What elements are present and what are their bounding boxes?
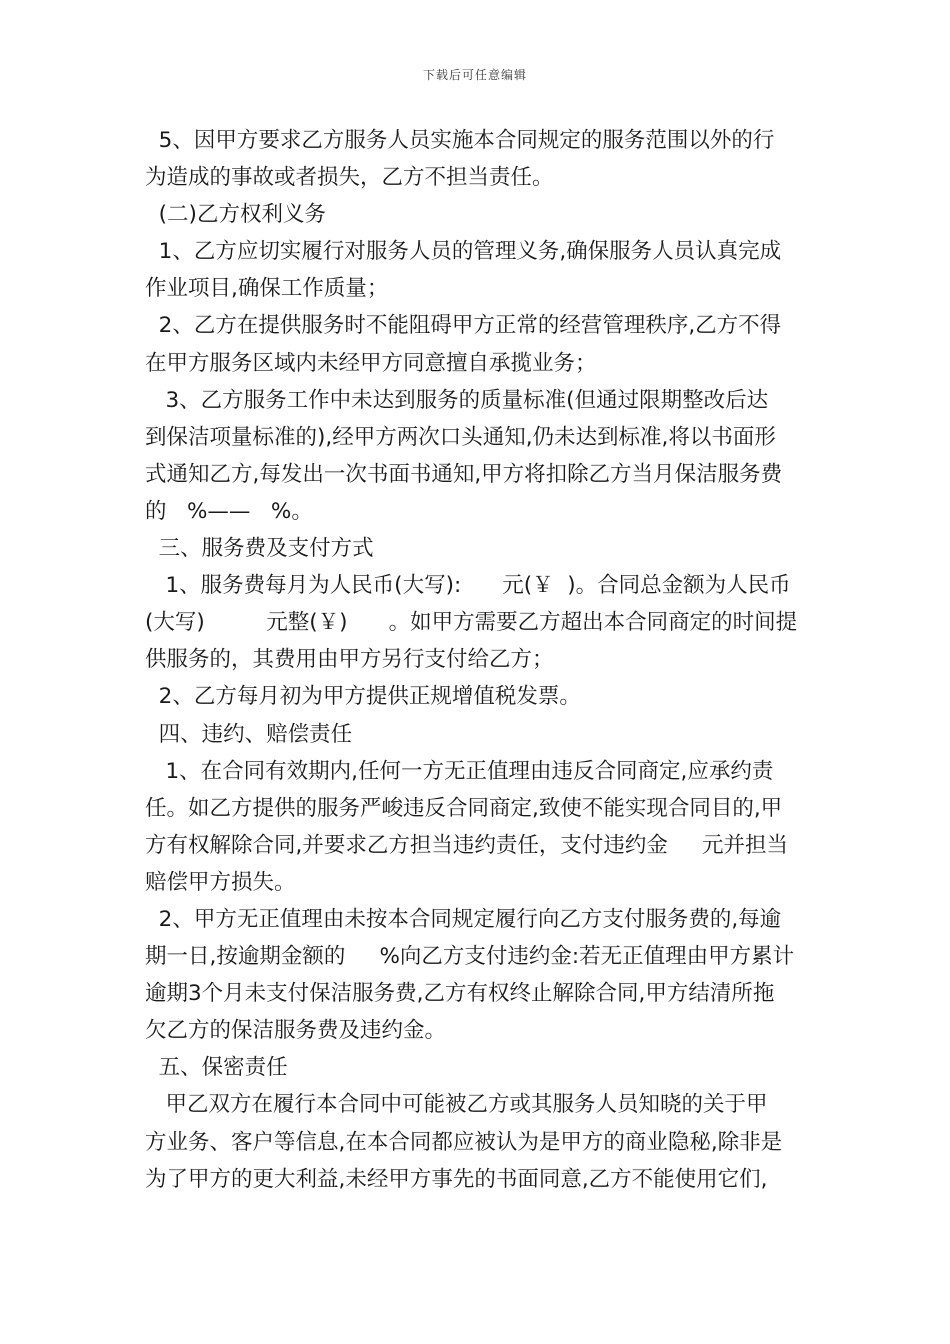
text-line: 到保洁项量标准的),经甲方两次口头通知,仍未达到标准,将以书面形 [145, 424, 776, 450]
text-line: 在甲方服务区域内未经甲方同意擅自承揽业务； [145, 350, 597, 376]
text-line: 三、服务费及支付方式 [145, 536, 374, 562]
text-line: 方业务、客户等信息,在本合同都应被认为是甲方的商业隐秘,除非是 [145, 1129, 783, 1155]
text-line: 3、乙方服务工作中未达到服务的质量标准(但通过限期整改后达 [145, 387, 769, 413]
text-line: 的 %—— %。 [145, 498, 313, 524]
text-line: 四、违约、赔偿责任 [145, 721, 353, 747]
text-line: 2、乙方每月初为甲方提供正规增值税发票。 [145, 684, 581, 710]
text-line: 为了甲方的更大利益,未经甲方事先的书面同意,乙方不能使用它们, [145, 1166, 768, 1192]
text-line: 1、在合同有效期内,任何一方无正值理由违反合同商定,应承约责 [145, 758, 774, 784]
text-line: 逾期3个月未支付保洁服务费,乙方有权终止解除合同,甲方结清所拖 [145, 981, 775, 1007]
text-line: 方有权解除合同,并要求乙方担当违约责任，支付违约金 元并担当 [145, 832, 789, 858]
text-line: 甲乙双方在履行本合同中可能被乙方或其服务人员知晓的关于甲 [145, 1092, 768, 1118]
text-line: 供服务的，其费用由甲方另行支付给乙方； [145, 647, 554, 673]
text-line: 期一日,按逾期金额的 %向乙方支付违约金:若无正值理由甲方累计 [145, 944, 795, 970]
text-line: 任。如乙方提供的服务严峻违反合同商定,致使不能实现合同目的,甲 [145, 795, 783, 821]
text-line: 欠乙方的保洁服务费及违约金。 [145, 1018, 447, 1044]
text-line: 1、乙方应切实履行对服务人员的管理义务,确保服务人员认真完成 [145, 239, 782, 265]
text-line: (大写) 元整(￥) 。如甲方需要乙方超出本合同商定的时间提 [145, 610, 798, 636]
text-line: 2、乙方在提供服务时不能阻碍甲方正常的经营管理秩序,乙方不得 [145, 313, 782, 339]
text-line: 作业项目,确保工作质量； [145, 276, 389, 302]
text-line: 5、因甲方要求乙方服务人员实施本合同规定的服务范围以外的行 [145, 128, 775, 153]
page-header: 下载后可任意编辑 [422, 68, 527, 82]
text-line: 五、保密责任 [145, 1055, 288, 1081]
text-line: (二)乙方权利义务 [145, 202, 326, 228]
text-line: 1、服务费每月为人民币(大写): 元(￥ )。合同总金额为人民币 [145, 573, 791, 599]
text-line: 为造成的事故或者损失，乙方不担当责任。 [145, 165, 554, 191]
document-body [145, 122, 810, 1198]
text-line: 2、甲方无正值理由未按本合同规定履行向乙方支付服务费的,每逾 [145, 906, 782, 932]
text-line: 式通知乙方,每发出一次书面书通知,甲方将扣除乙方当月保洁服务费 [145, 461, 783, 487]
text-line: 赔偿甲方损失。 [145, 869, 296, 895]
